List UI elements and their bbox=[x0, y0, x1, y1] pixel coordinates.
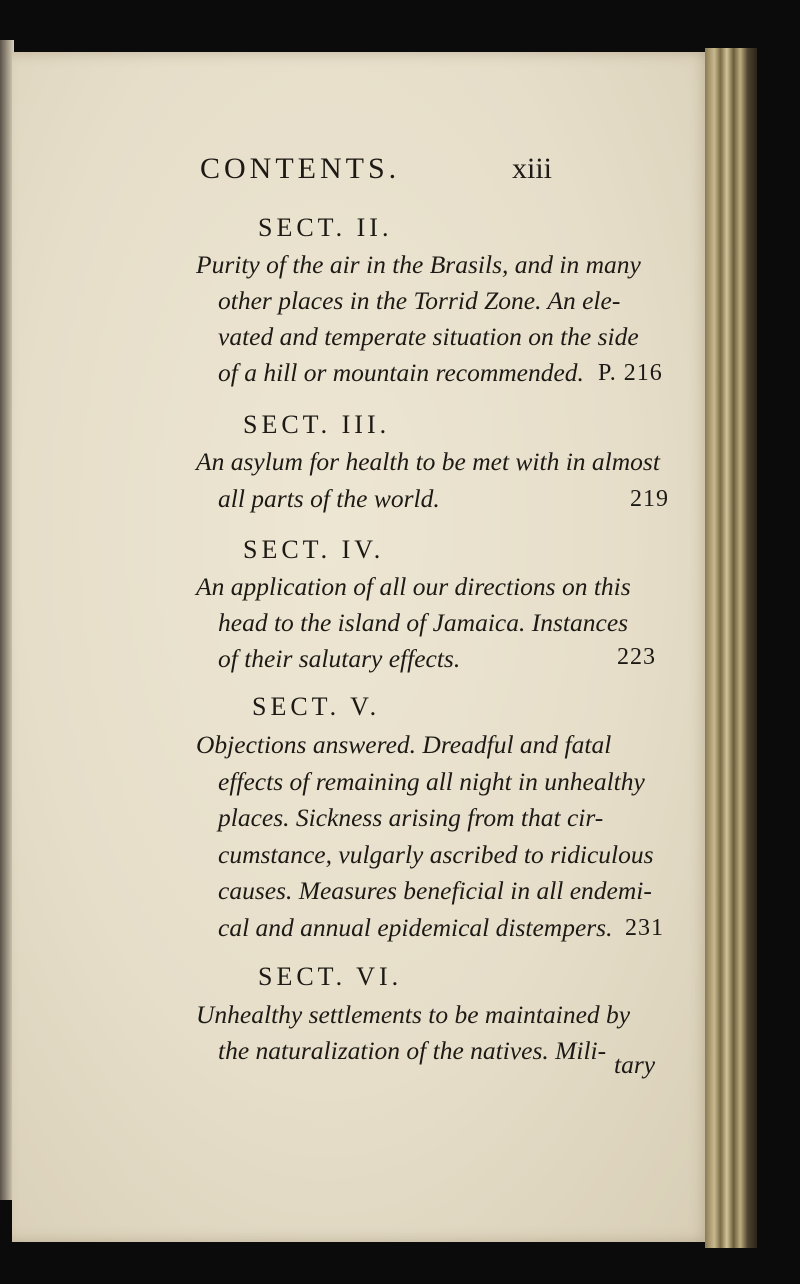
section-page-number: 231 bbox=[625, 915, 664, 941]
section-entry-line: places. Sickness arising from that cir- bbox=[218, 803, 604, 832]
section-entry-line: of their salutary effects. bbox=[218, 644, 461, 673]
section-heading: SECT. V. bbox=[252, 692, 381, 721]
section-entry-line: Unhealthy settlements to be maintained by bbox=[196, 1000, 631, 1029]
section-heading: SECT. II. bbox=[258, 213, 393, 242]
running-head-title: CONTENTS. bbox=[200, 152, 401, 185]
section-page-number: P. 216 bbox=[598, 360, 663, 386]
section-entry-line: vated and temperate situation on the side bbox=[218, 322, 639, 351]
section-page-number: 223 bbox=[617, 644, 656, 670]
section-heading: SECT. VI. bbox=[258, 962, 403, 991]
section-entry-line: cumstance, vulgarly ascribed to ridiculous bbox=[218, 840, 654, 869]
section-entry-line: causes. Measures beneficial in all endemi- bbox=[218, 876, 652, 905]
section-entry-line: head to the island of Jamaica. Instances bbox=[218, 608, 629, 637]
section-entry-line: Purity of the air in the Brasils, and in many bbox=[196, 250, 641, 279]
section-heading: SECT. IV. bbox=[243, 535, 385, 564]
section-entry-line: cal and annual epidemical distempers. bbox=[218, 913, 613, 942]
section-entry-line: all parts of the world. bbox=[218, 484, 440, 513]
section-entry-line: other places in the Torrid Zone. An ele- bbox=[218, 286, 621, 315]
section-entry-line: effects of remaining all night in unhealthy bbox=[218, 767, 645, 796]
section-entry-line: of a hill or mountain recommended. bbox=[218, 358, 584, 387]
section-entry-line: Objections answered. Dreadful and fatal bbox=[196, 730, 612, 759]
section-entry-line: An asylum for health to be met with in almost bbox=[196, 447, 660, 476]
running-head-page-number: xiii bbox=[512, 152, 553, 185]
section-entry-line: the naturalization of the natives. Mili- bbox=[218, 1036, 607, 1065]
section-page-number: 219 bbox=[630, 486, 669, 512]
catchword: tary bbox=[614, 1050, 656, 1079]
section-heading: SECT. III. bbox=[243, 410, 391, 439]
section-entry-line: An application of all our directions on this bbox=[196, 572, 631, 601]
